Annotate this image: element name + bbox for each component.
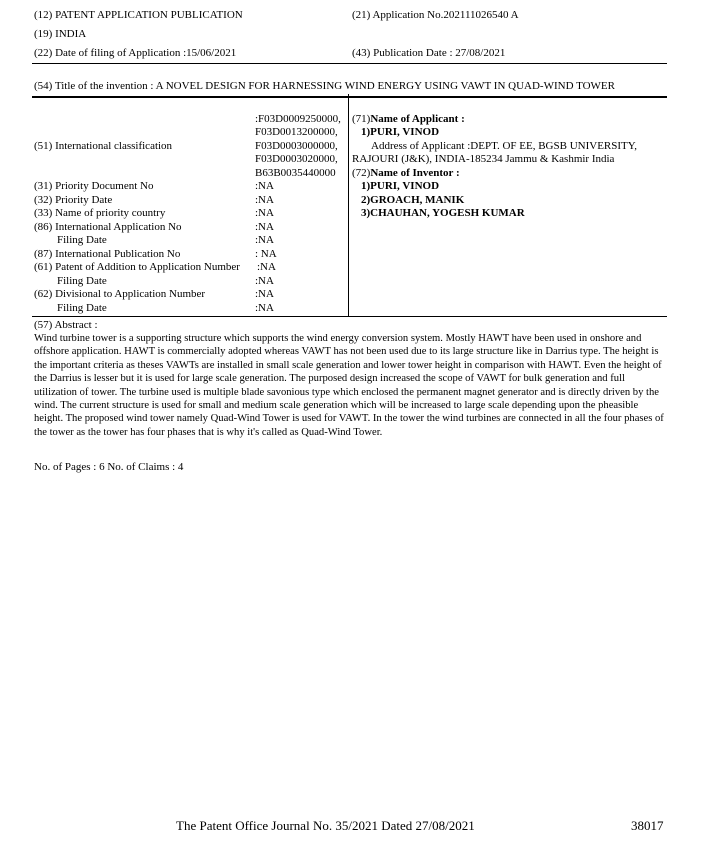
field-label: (87) International Publication No	[34, 248, 181, 260]
inventor-heading	[352, 167, 460, 180]
journal-footer: The Patent Office Journal No. 35/2021 Dated 27/08/2021	[176, 818, 475, 833]
field-value: :NA	[255, 207, 274, 219]
field-value: :NA	[255, 302, 274, 314]
intl-classification-value: B63B0035440000	[255, 167, 336, 179]
column-divider	[348, 94, 349, 316]
title-divider	[32, 96, 667, 98]
field-value: :NA	[257, 261, 276, 273]
field-label: (86) International Application No	[34, 221, 182, 233]
field-value: :NA	[255, 221, 274, 233]
field-label: (32) Priority Date	[34, 194, 113, 206]
field-label: (31) Priority Document No	[34, 180, 154, 192]
inventor-heading-prefix: (72)	[352, 167, 371, 179]
intl-classification-value: :F03D0009250000,	[255, 113, 341, 125]
applicant-heading-label: Name of Applicant :	[370, 113, 465, 125]
inventor-name: 1)PURI, VINOD	[361, 180, 440, 192]
field-label: Filing Date	[57, 302, 107, 314]
field-label: Filing Date	[57, 234, 107, 246]
publication-type: (12) PATENT APPLICATION PUBLICATION	[34, 9, 243, 21]
page-number: 38017	[631, 818, 664, 833]
invention-title: (54) Title of the invention : A NOVEL DESIGN FOR HARNESSING WIND ENERGY USING VAWT IN QUAD-WIND TOWER	[34, 80, 615, 92]
field-label: (33) Name of priority country	[34, 207, 166, 219]
filing-date: (22) Date of filing of Application :15/06/2021	[34, 47, 237, 59]
country: (19) INDIA	[34, 28, 87, 40]
field-value: :NA	[255, 275, 274, 287]
intl-classification-value: F03D0003020000,	[255, 153, 338, 165]
intl-classification-label: (51) International classification	[34, 140, 173, 152]
inventor-heading-label: Name of Inventor :	[370, 167, 460, 179]
header-divider	[32, 63, 667, 64]
applicant-heading-prefix: (71)	[352, 113, 371, 125]
application-number: (21) Application No.202111026540 A	[352, 9, 519, 21]
field-label: Filing Date	[57, 275, 107, 287]
applicant-address: RAJOURI (J&K), INDIA-185234 Jammu & Kashmir India	[352, 153, 615, 165]
publication-date: (43) Publication Date : 27/08/2021	[352, 47, 506, 59]
field-label: (61) Patent of Addition to Application Number	[34, 261, 240, 273]
field-value: :NA	[255, 234, 274, 246]
applicant-address: Address of Applicant :DEPT. OF EE, BGSB UNIVERSITY,	[371, 140, 638, 152]
field-value: :NA	[255, 180, 274, 192]
field-value: :NA	[255, 288, 274, 300]
abstract-text: Wind turbine tower is a supporting structure which supports the wind energy conversion system. Mostly HAWT have been used in onshore and offshore application. HAWT is commercially adopted whereas VAWT has not been used due to its large structure like in Darrius type. The height is the important criteria as theses VAWTs are installed in small scale generation and lower tower height in comparison with HAWT. Even the height of the Darrius is lesser but it is used for large scale generation. The purposed design increased the scope of VAWT for bulk generation and full utilization of tower. The turbine used is multiple blade savonious type which enclosed the permanent magnet generator and is directly driven by the wind. The current structure is used for small and medium scale generation which will be increased to large scale depending upon the pheasible height. The proposed wind tower namely Quad-Wind Tower is used for VAWT. In the tower the wind turbines are connected in all the four phases of the tower as the tower has four phases that is why it's called as Quad-Wind Tower.	[34, 333, 664, 438]
field-value: : NA	[255, 248, 277, 260]
pages-claims: No. of Pages : 6 No. of Claims : 4	[34, 461, 184, 473]
applicant-heading	[352, 113, 465, 126]
intl-classification-value: F03D0013200000,	[255, 126, 338, 138]
inventor-name: 2)GROACH, MANIK	[361, 194, 465, 206]
abstract-label: (57) Abstract :	[34, 319, 98, 331]
field-value: :NA	[255, 194, 274, 206]
field-label: (62) Divisional to Application Number	[34, 288, 206, 300]
abstract-divider	[32, 316, 667, 317]
inventor-name: 3)CHAUHAN, YOGESH KUMAR	[361, 207, 525, 219]
intl-classification-value: F03D0003000000,	[255, 140, 338, 152]
applicant-name: 1)PURI, VINOD	[361, 126, 440, 138]
